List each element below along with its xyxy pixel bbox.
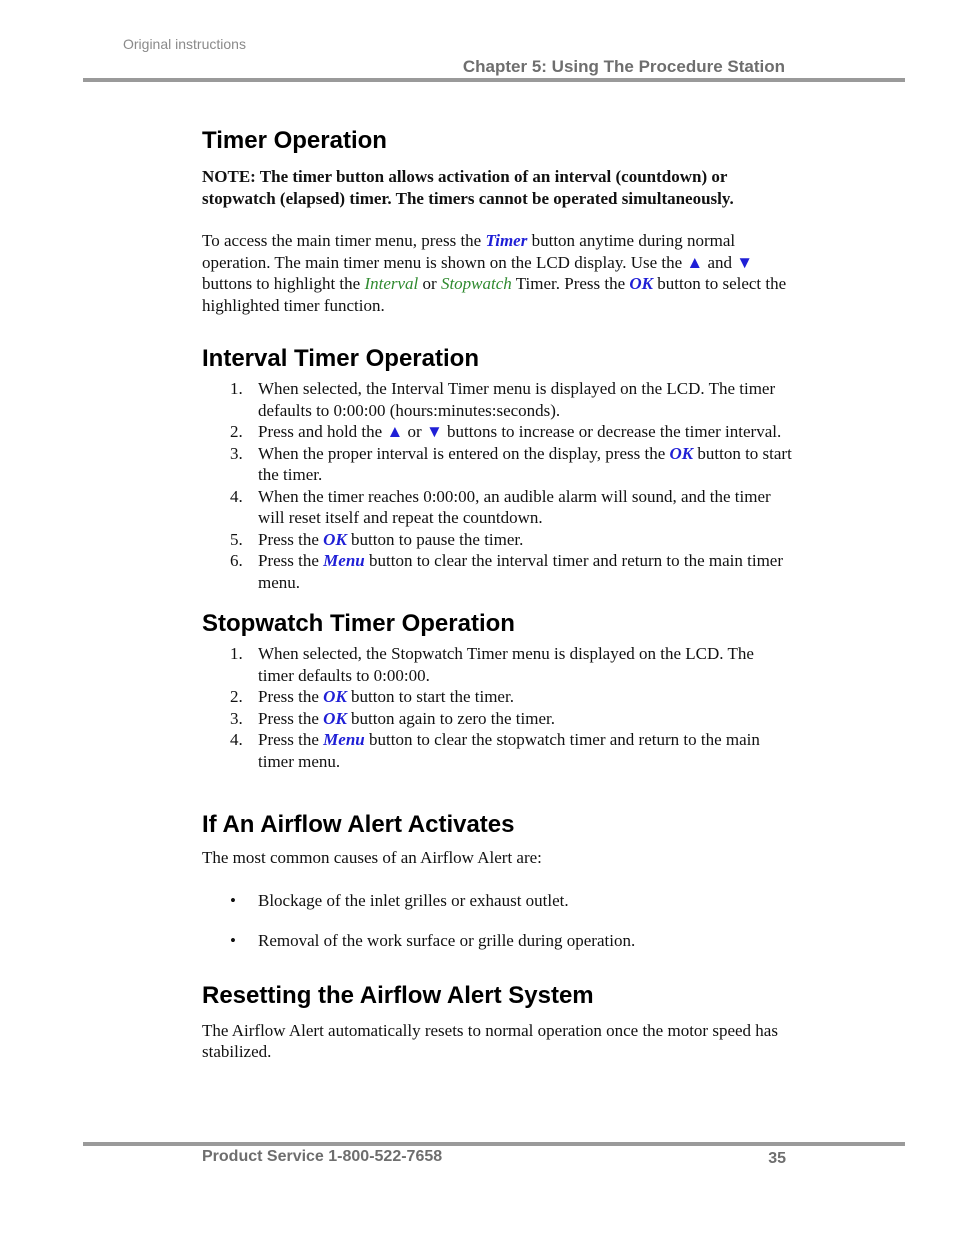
reset-paragraph: The Airflow Alert automatically resets to normal operation once the motor speed has stabilized. (202, 1020, 778, 1061)
list-item (202, 421, 792, 443)
item-text: Press the (258, 687, 324, 706)
heading-airflow-alert: If An Airflow Alert Activates (202, 811, 515, 838)
down-arrow-icon: ▼ (736, 252, 754, 272)
item-number: 4. (230, 730, 243, 749)
list-item (202, 643, 792, 686)
list-item (202, 529, 792, 551)
heading-timer-operation: Timer Operation (202, 127, 387, 154)
item-text: button to clear the stopwatch timer and return to the main timer menu. (258, 730, 760, 771)
header-rule (83, 78, 905, 82)
keyword-ok: OK (323, 708, 347, 728)
item-text: buttons to increase or decrease the timer interval. (442, 422, 782, 441)
interval-steps-list (202, 378, 792, 593)
item-text: Press the (258, 708, 324, 728)
list-item (202, 686, 792, 708)
item-text: Removal of the work surface or grille during operation. (258, 931, 636, 950)
heading-reset-airflow: Resetting the Airflow Alert System (202, 981, 594, 1009)
list-item (202, 486, 792, 529)
text-run: To access the main timer menu, press the (202, 231, 486, 250)
item-text: or (403, 422, 426, 441)
note-paragraph: NOTE: The timer button allows activation of an interval (countdown) or stopwatch (elapsed) timer. The timers cannot be operated simultaneously. (202, 167, 734, 208)
keyword-timer: Timer (485, 231, 528, 250)
item-text: When the proper interval is entered on the display, press the (258, 443, 670, 463)
list-item (202, 729, 792, 772)
up-arrow-icon: ▲ (686, 252, 704, 272)
item-number: 2. (230, 422, 243, 441)
item-text: Press the (258, 551, 324, 570)
text-run: button to select the highlighted timer function. (202, 274, 787, 315)
down-arrow-icon: ▼ (425, 422, 443, 441)
bullet-icon: • (230, 931, 236, 950)
item-number: 4. (230, 486, 243, 506)
text-run: button anytime during normal operation. The main timer menu is shown on the LCD display. Use the (202, 231, 736, 272)
footer-rule (83, 1142, 905, 1146)
keyword-menu: Menu (323, 730, 365, 749)
keyword-menu: Menu (323, 551, 365, 570)
item-text: button again to zero the timer. (346, 708, 555, 728)
keyword-ok: OK (669, 443, 694, 463)
bullet-icon: • (230, 890, 236, 910)
list-item (202, 550, 792, 593)
chapter-title: Chapter 5: Using The Procedure Station (462, 57, 785, 76)
heading-stopwatch-timer: Stopwatch Timer Operation (202, 610, 515, 637)
list-item (202, 708, 792, 730)
item-number: 1. (230, 644, 243, 663)
keyword-ok: OK (629, 274, 654, 293)
text-run: Timer. Press the (511, 274, 630, 293)
item-text: Press the (258, 730, 324, 749)
keyword-interval: Interval (364, 274, 419, 293)
item-text: button to start the timer. (258, 443, 792, 484)
item-text: Press the (258, 529, 324, 549)
list-item (202, 378, 792, 421)
item-number: 1. (230, 379, 243, 398)
item-text: button to start the timer. (346, 687, 514, 706)
item-text: button to clear the interval timer and return to the main timer menu. (258, 551, 784, 592)
header-note: Original instructions (123, 36, 246, 52)
item-text: When the timer reaches 0:00:00, an audible alarm will sound, and the timer will reset itself and repeat the countdown. (258, 486, 771, 527)
text-run: or (418, 274, 441, 293)
airflow-intro: The most common causes of an Airflow Alert are: (202, 848, 542, 867)
item-text: button to pause the timer. (346, 529, 524, 549)
airflow-causes-list (202, 890, 792, 952)
item-text: Blockage of the inlet grilles or exhaust outlet. (258, 890, 569, 910)
text-run: buttons to highlight the (202, 274, 365, 293)
page-content (202, 126, 792, 1063)
item-text: Press and hold the (258, 422, 387, 441)
keyword-stopwatch: Stopwatch (440, 274, 512, 293)
item-number: 5. (230, 529, 243, 549)
page-number: 35 (768, 1150, 786, 1167)
item-text: When selected, the Interval Timer menu is displayed on the LCD. The timer defaults to 0:00:00 (hours:minutes:seconds). (258, 379, 776, 420)
item-text: When selected, the Stopwatch Timer menu is displayed on the LCD. The timer defaults to 0:00:00. (258, 644, 754, 685)
item-number: 6. (230, 551, 243, 570)
stopwatch-steps-list (202, 643, 792, 772)
timer-intro-paragraph (202, 230, 792, 316)
list-item (202, 443, 792, 486)
list-item (202, 930, 792, 952)
item-number: 3. (230, 443, 243, 463)
text-run: and (703, 252, 737, 272)
item-number: 2. (230, 687, 243, 706)
item-number: 3. (230, 708, 243, 728)
heading-interval-timer: Interval Timer Operation (202, 345, 479, 372)
keyword-ok: OK (323, 529, 347, 549)
product-service-phone: Product Service 1-800-522-7658 (202, 1148, 443, 1165)
keyword-ok: OK (323, 687, 347, 706)
up-arrow-icon: ▲ (386, 422, 404, 441)
list-item (202, 890, 792, 912)
